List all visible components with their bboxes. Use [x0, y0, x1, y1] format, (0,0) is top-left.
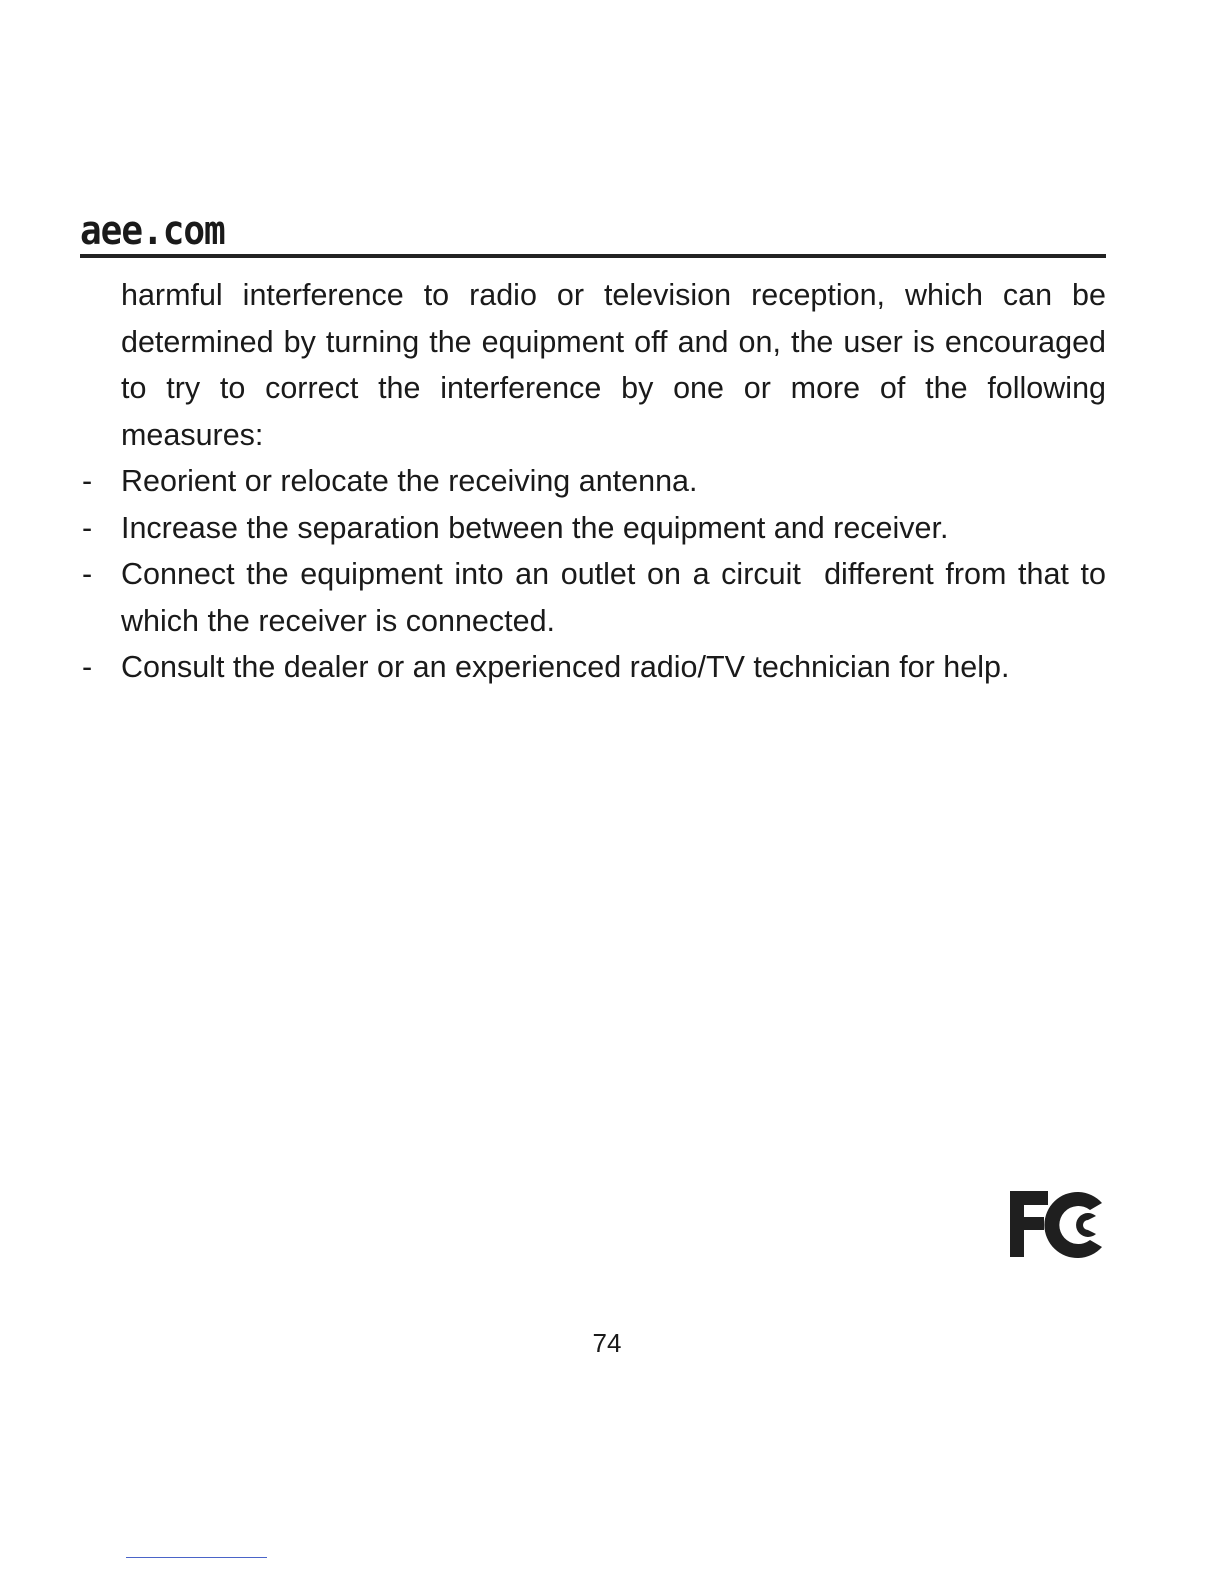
bullet-dash: - [82, 510, 93, 545]
bullet-dash: - [82, 557, 93, 591]
list-item [80, 505, 1106, 552]
list-item [80, 644, 1106, 691]
list-item-text: Reorient or relocate the receiving antenna. [121, 464, 698, 498]
page-content [80, 272, 1115, 691]
fcc-logo-icon [1010, 1189, 1106, 1259]
list-item-text: Connect the equipment into an outlet on a circuit different from that to which the receiver is connected. [121, 557, 1115, 638]
list-item [80, 551, 1115, 644]
footer-rule [126, 1557, 267, 1558]
intro-paragraph: harmful interference to radio or television reception, which can be determined by turning the equipment off and on, the user is encouraged to try to correct the interference by one or more of the following measures: [121, 278, 1106, 452]
list-item [80, 458, 1106, 505]
list-item-text: Consult the dealer or an experienced radio/TV technician for help. [121, 650, 1010, 684]
list-item-text: Increase the separation between the equipment and receiver. [121, 510, 949, 545]
bullet-dash: - [82, 464, 93, 498]
bullet-dash: - [82, 650, 93, 684]
page-header [80, 208, 1106, 258]
page-number: 74 [592, 1328, 622, 1358]
brand-wordmark: aee.com [80, 208, 225, 255]
